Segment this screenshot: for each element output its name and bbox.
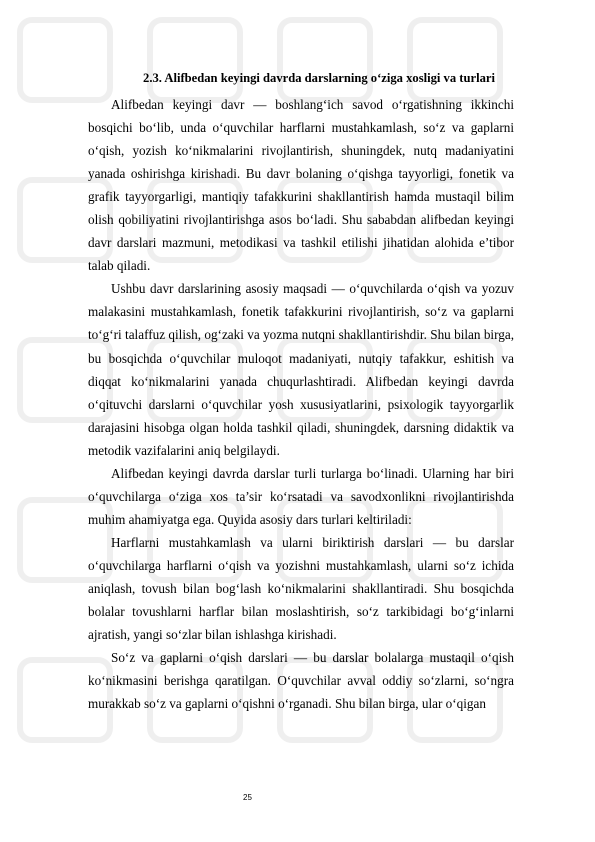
document-page: [88, 67, 514, 715]
paragraph-3: Alifbedan keyingi davrda darslar turli turlarga bo‘linadi. Ularning har biri o‘quvchilarga o‘ziga xos ta’sir ko‘rsatadi va savodxonlikni rivojlantirishda muhim ahamiyatga ega. Quyida asosiy dars turlari keltiriladi:: [88, 465, 514, 527]
section-heading: 2.3. Alifbedan keyingi davrda darslarning o‘ziga xosligi va turlari: [143, 71, 495, 85]
paragraph-4: Harflarni mustahkamlash va ularni biriktirish darslari — bu darslar o‘quvchilarga harflarni o‘qish va yozishni mustahkamlash, ularni so‘z ichida aniqlash, tovush bilan bog‘lash ko‘nikmalarini shakllantiradi. Shu bosqichda bolalar tovushlarni harflar bilan moslashtirish, so‘z tarkibidagi bo‘g‘inlarni ajratish, yangi so‘zlar bilan ishlashga kirishadi.: [88, 534, 514, 643]
paragraph-5: So‘z va gaplarni o‘qish darslari — bu darslar bolalarga mustaqil o‘qish ko‘nikmasini berishga qaratilgan. O‘quvchilar avval oddiy so‘zlarni, so‘ngra murakkab so‘z va gaplarni o‘qishni o‘rganadi. Shu bilan birga, ular o‘qigan: [88, 650, 514, 712]
paragraph-2: Ushbu davr darslarining asosiy maqsadi — o‘quvchilarda o‘qish va yozuv malakasini mustahkamlash, fonetik tafakkurini rivojlantirish, so‘z va gaplarni to‘g‘ri talaffuz qilish, og‘zaki va yozma nutqni shakllantirishdir. Shu bilan birga, bu bosqichda o‘quvchilar muloqot madaniyati, nutqiy tafakkur, eshitish va diqqat ko‘nikmalarini yanada chuqurlashtiradi. Alifbedan keyingi davrda o‘qituvchi darslarni o‘quvchilar yosh xususiyatlarini, psixologik tayyorgarlik darajasini hisobga olgan holda tashkil qiladi, shuningdek, darsning didaktik va metodik vazifalarini aniq belgilaydi.: [88, 281, 514, 458]
paragraph-1: Alifbedan keyingi davr — boshlang‘ich savod o‘rgatishning ikkinchi bosqichi bo‘lib, unda o‘quvchilar harflarni mustahkamlash, so‘z va gaplarni o‘qish, yozish ko‘nikmalarini rivojlantirish, shuningdek, nutq madaniyatini yanada oshirishga kirishadi. Bu davr bolaning o‘qishga tayyorligi, fonetik va grafik tayyorgarligi, mantiqiy tafakkurini shakllantirish hamda mustaqil bilim olish qobiliyatini rivojlantirishga asos bo‘ladi. Shu sababdan alifbedan keyingi davr darslari mazmuni, metodikasi va tashkil etilishi jihatidan alohida e’tibor talab qiladi.: [88, 97, 514, 274]
page-number: 25: [243, 793, 252, 802]
